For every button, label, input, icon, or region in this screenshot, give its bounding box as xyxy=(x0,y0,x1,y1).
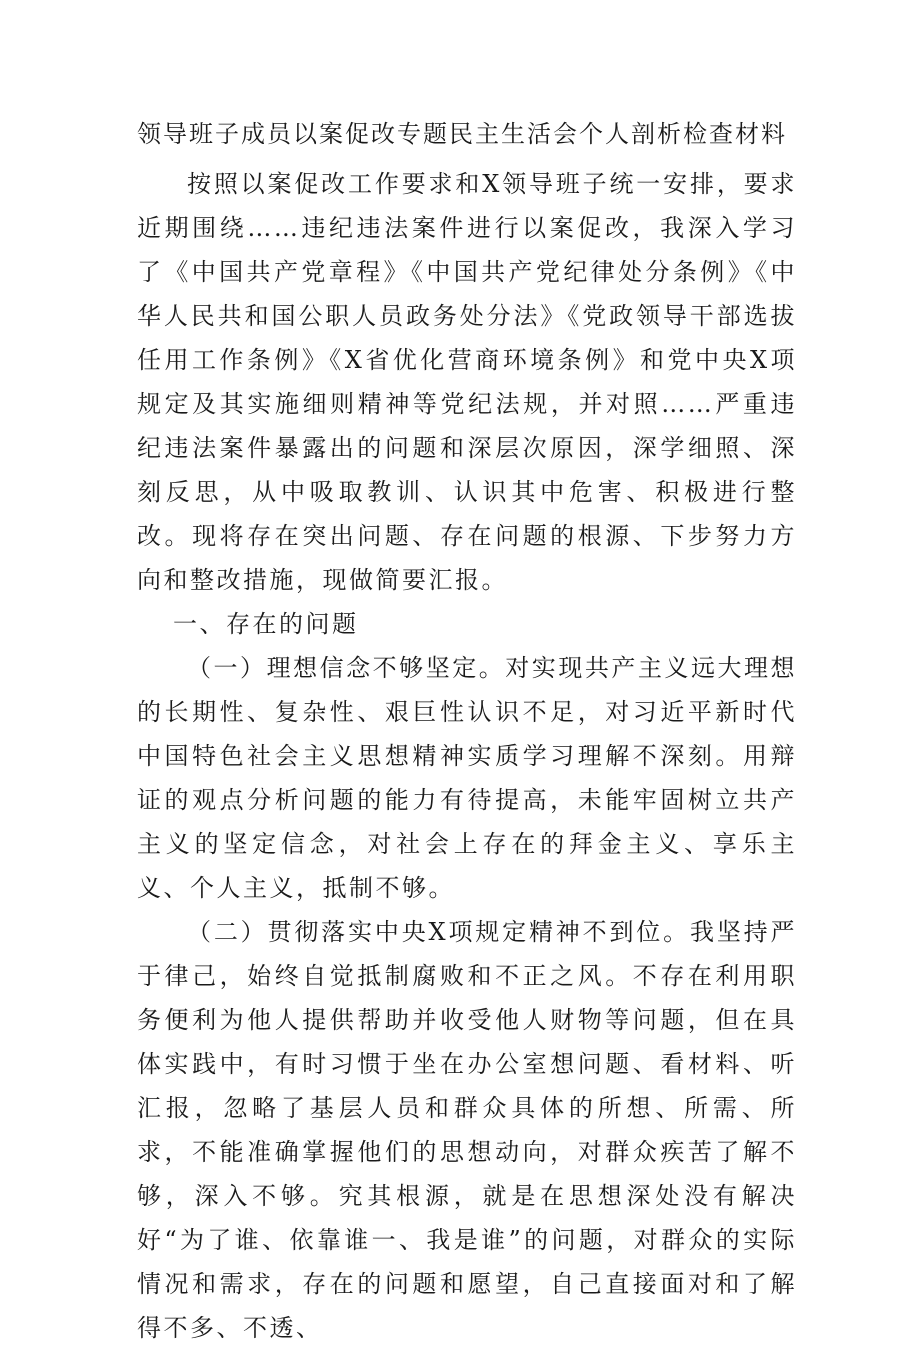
problem-item-2-text: 我坚持严于律己，始终自觉抵制腐败和不正之风。不存在利用职务便利为他人提供帮助并收受他人财物等问题，但在具体实践中，有时习惯于坐在办公室想问题、看材料、听汇报，忽略了基层人员和群众具体的所想、所需、所求，不能准确掌握他们的思想动向，对群众疾苦了解不够，深入不够。究其根源，就是在思想深处没有解决好“为了谁、依靠谁一、我是谁”的问题，对群众的实际情况和需求，存在的问题和愿望，自己直接面对和了解得不多、不透、 xyxy=(137,918,797,1342)
document-body xyxy=(137,162,797,1350)
section-heading-problems: 一、存在的问题 xyxy=(173,610,359,638)
document-title: 领导班子成员以案促改专题民主生活会个人剖析检查材料 xyxy=(137,120,787,148)
problem-item-2-lead: （二）贯彻落实中央X项规定精神不到位。 xyxy=(187,918,690,946)
intro-paragraph: 按照以案促改工作要求和X领导班子统一安排，要求近期围绕……违纪违法案件进行以案促改，我深入学习了《中国共产党章程》《中国共产党纪律处分条例》《中华人民共和国公职人员政务处分法》《党政领导干部选拔任用工作条例》《X省优化营商环境条例》和党中央X项规定及其实施细则精神等党纪法规，并对照……严重违纪违法案件暴露出的问题和深层次原因，深学细照、深刻反思，从中吸取教训、认识其中危害、积极进行整改。现将存在突出问题、存在问题的根源、下步努力方向和整改措施，现做简要汇报。 xyxy=(137,170,797,594)
problem-item-1 xyxy=(137,646,797,910)
problem-item-1-lead: （一）理想信念不够坚定。 xyxy=(187,654,506,682)
problem-item-2 xyxy=(137,910,797,1350)
problem-item-1-text: 对实现共产主义远大理想的长期性、复杂性、艰巨性认识不足，对习近平新时代中国特色社会主义思想精神实质学习理解不深刻。用辩证的观点分析问题的能力有待提高，未能牢固树立共产主义的坚定信念，对社会上存在的拜金主义、享乐主义、个人主义，抵制不够。 xyxy=(137,654,798,902)
